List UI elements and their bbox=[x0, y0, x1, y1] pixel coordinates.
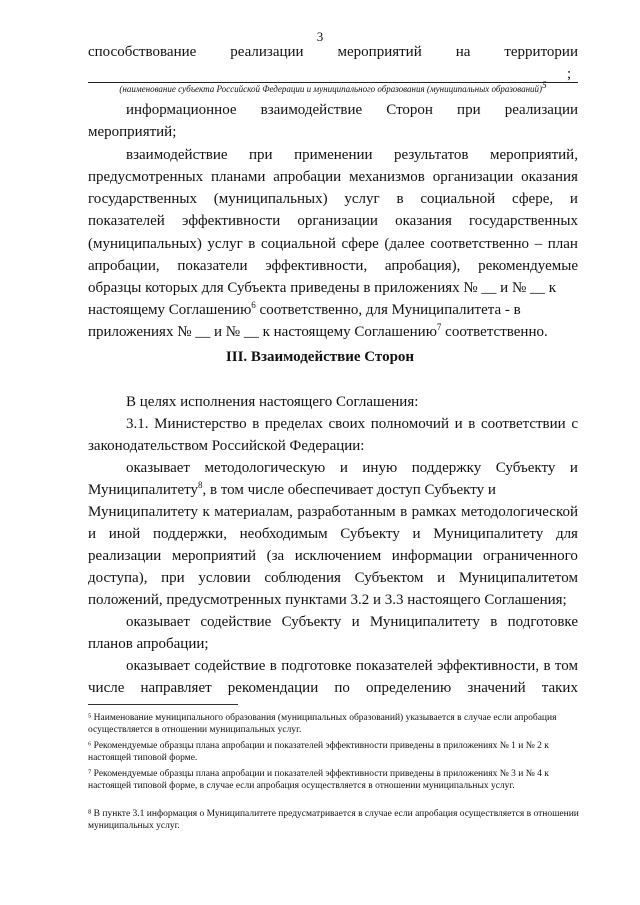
word: на bbox=[455, 44, 471, 60]
word: и bbox=[454, 416, 463, 432]
word: подготовке bbox=[507, 614, 578, 630]
word: своих bbox=[328, 416, 366, 432]
text-line-13: приложениях № __ и № __ к настоящему Соглашению$^7$ соответственно. bbox=[88, 322, 548, 340]
page-number: 3 bbox=[316, 29, 324, 44]
word: и bbox=[569, 191, 578, 207]
word: при bbox=[161, 570, 185, 586]
word: (за bbox=[266, 548, 285, 564]
text-line-4: мероприятий; bbox=[88, 124, 177, 140]
word: 3.1. bbox=[126, 416, 149, 432]
word: организации bbox=[432, 169, 514, 185]
word: результатов bbox=[394, 147, 469, 163]
word: территории bbox=[504, 44, 578, 60]
word: и bbox=[412, 526, 421, 542]
word: (муниципальных) bbox=[213, 191, 328, 207]
word: в bbox=[396, 191, 404, 207]
word: Муниципалитету bbox=[369, 614, 480, 630]
word: показателей bbox=[355, 658, 433, 674]
word: план bbox=[547, 236, 578, 252]
text-line-1 bbox=[88, 42, 578, 62]
word: планами bbox=[211, 169, 266, 185]
word: предусмотренных bbox=[88, 169, 204, 185]
word: информации bbox=[391, 548, 473, 564]
word: оказания bbox=[521, 169, 578, 185]
word: апробации, bbox=[88, 258, 160, 274]
word: применении bbox=[294, 147, 373, 163]
word: услуг bbox=[344, 191, 380, 207]
word: Субъекту bbox=[495, 460, 556, 476]
word: ограниченного bbox=[483, 548, 578, 564]
word: организации bbox=[297, 213, 378, 229]
word: соответственно bbox=[430, 236, 530, 252]
word: информационное bbox=[126, 102, 237, 118]
word: мероприятий, bbox=[489, 147, 578, 163]
text-line-18: Муниципалитету$^8$, в том числе обеспечивает доступ Субъекту и bbox=[88, 480, 496, 498]
text-line-21 bbox=[88, 546, 578, 566]
word: в bbox=[490, 614, 498, 630]
word: числе bbox=[88, 680, 125, 696]
word: показателей bbox=[88, 213, 165, 229]
word: направляет bbox=[140, 680, 212, 696]
word: и bbox=[569, 460, 578, 476]
word: с bbox=[571, 416, 578, 432]
word: исключением bbox=[294, 548, 382, 564]
word: Муниципалитету bbox=[88, 504, 198, 520]
word: апробация), bbox=[384, 258, 461, 274]
word: социальной bbox=[420, 191, 496, 207]
word: содействие bbox=[200, 614, 272, 630]
word: реализации bbox=[504, 102, 578, 118]
word: соблюдения bbox=[264, 570, 341, 586]
word: механизмов bbox=[349, 169, 425, 185]
word: государственных bbox=[469, 213, 578, 229]
footnote-6: ⁶ Рекомендуемые образцы плана апробации и показателей эффективности приведены в приложениях № 1 и № 2 к настоящей типовой форме. bbox=[88, 741, 549, 763]
word: и bbox=[339, 460, 348, 476]
text-line-26 bbox=[88, 656, 578, 676]
semicolon: ; bbox=[567, 66, 572, 82]
word: доступа), bbox=[88, 570, 148, 586]
word: рекомендации bbox=[227, 680, 319, 696]
text-line-16: законодательством Российской Федерации: bbox=[88, 438, 365, 454]
word: мероприятий bbox=[337, 44, 422, 60]
word: оказывает bbox=[126, 460, 190, 476]
text-line-5 bbox=[88, 145, 578, 165]
word: соответствии bbox=[480, 416, 566, 432]
text-line-17 bbox=[88, 458, 578, 478]
word: для bbox=[555, 526, 578, 542]
word: (муниципальных) bbox=[88, 236, 202, 252]
word: том bbox=[554, 658, 578, 674]
word: в bbox=[543, 658, 551, 674]
word: подготовке bbox=[281, 658, 352, 674]
word: методологической bbox=[461, 504, 578, 520]
word: иную bbox=[362, 460, 398, 476]
word: мероприятий bbox=[171, 548, 257, 564]
footnote-5: ⁵ Наименование муниципального образования (муниципальных образований) указывается в случае если апробация осуществляется в отношении муниципальных услуг. bbox=[88, 713, 557, 735]
word: апробации bbox=[273, 169, 342, 185]
text-line-7 bbox=[88, 189, 578, 209]
footnote-7: ⁷ Рекомендуемые образцы плана апробации и показателей эффективности приведены в приложениях № 3 и № 4 к настоящей типовой форме, в случае если апробация осуществляется в отношении муниципальных услуг. bbox=[88, 769, 549, 791]
word: и bbox=[351, 614, 360, 630]
word: поддержки, bbox=[153, 526, 227, 542]
word: при bbox=[249, 147, 273, 163]
word: определению bbox=[366, 680, 452, 696]
text-line-25: планов апробации; bbox=[88, 636, 209, 652]
word: в bbox=[248, 236, 256, 252]
word: взаимодействие bbox=[126, 147, 228, 163]
word: эффективности, bbox=[265, 258, 368, 274]
word: при bbox=[457, 102, 481, 118]
text-line-24 bbox=[88, 612, 578, 632]
word: и bbox=[88, 526, 97, 542]
word: иной bbox=[108, 526, 141, 542]
word: реализации bbox=[88, 548, 162, 564]
word: Муниципалитетом bbox=[458, 570, 578, 586]
word: таких bbox=[541, 680, 578, 696]
word: в bbox=[269, 658, 277, 674]
word: материалам, bbox=[214, 504, 293, 520]
footnote-8: ⁸ В пункте 3.1 информация о Муниципалитете предусматривается в случае если апробация осуществляется в отношении муниципальных услуг. bbox=[88, 809, 579, 831]
text-line-6 bbox=[88, 167, 578, 187]
text-line-23: положений, предусмотренных пунктами 3.2 и 3.3 настоящего Соглашения; bbox=[88, 592, 567, 608]
word: государственных bbox=[88, 191, 197, 207]
word: условии bbox=[198, 570, 251, 586]
word: пределах bbox=[264, 416, 323, 432]
word: эффективности, bbox=[437, 658, 540, 674]
footnote-separator bbox=[88, 704, 238, 705]
word: Муниципалитету bbox=[433, 526, 544, 542]
word: социальной bbox=[260, 236, 336, 252]
word: оказания bbox=[395, 213, 452, 229]
word: – bbox=[534, 236, 543, 252]
word: Субъекту bbox=[281, 614, 342, 630]
text-line-8 bbox=[88, 211, 578, 231]
word: методологическую bbox=[204, 460, 326, 476]
word: разработанным bbox=[297, 504, 396, 520]
word: реализации bbox=[230, 44, 304, 60]
text-line-15 bbox=[88, 414, 578, 434]
word: оказывает bbox=[126, 658, 190, 674]
word: (далее bbox=[384, 236, 425, 252]
word: сфере bbox=[341, 236, 379, 252]
word: эффективности bbox=[181, 213, 281, 229]
word: и bbox=[437, 570, 446, 586]
word: оказывает bbox=[126, 614, 190, 630]
text-line-9 bbox=[88, 234, 578, 254]
word: значений bbox=[467, 680, 526, 696]
text-line-19 bbox=[88, 502, 578, 522]
word: способствование bbox=[88, 44, 197, 60]
word: взаимодействие bbox=[260, 102, 363, 118]
word: рамках bbox=[411, 504, 457, 520]
section-heading: III. Взаимодействие Сторон bbox=[225, 349, 415, 365]
text-line-11: образцы которых для Субъекта приведены в приложениях № __ и № __ к bbox=[88, 280, 557, 296]
word: в bbox=[252, 416, 260, 432]
text-line-27 bbox=[88, 678, 578, 698]
text-line-3 bbox=[88, 100, 578, 120]
word: к bbox=[202, 504, 210, 520]
word: в bbox=[400, 504, 408, 520]
word: показатели bbox=[177, 258, 248, 274]
text-line-12: настоящему Соглашению$^6$ соответственно, для Муниципалитета - в bbox=[88, 300, 521, 318]
text-line-10 bbox=[88, 256, 578, 276]
blank-field-caption: (наименование субъекта Российской Федерации и муниципального образования (муниципальных образований)$^5$ bbox=[88, 82, 578, 94]
word: Субъекту bbox=[340, 526, 400, 542]
word: полномочий bbox=[370, 416, 449, 432]
word: содействие bbox=[194, 658, 266, 674]
word: поддержку bbox=[411, 460, 482, 476]
text-line-20 bbox=[88, 524, 578, 544]
word: по bbox=[334, 680, 350, 696]
word: Сторон bbox=[386, 102, 433, 118]
word: рекомендуемые bbox=[478, 258, 578, 274]
word: необходимым bbox=[239, 526, 328, 542]
word: услуг bbox=[207, 236, 243, 252]
word: сфере, bbox=[512, 191, 554, 207]
word: Министерство bbox=[154, 416, 247, 432]
text-line-14: В целях исполнения настоящего Соглашения: bbox=[126, 394, 419, 410]
word: в bbox=[468, 416, 476, 432]
word: Субъектом bbox=[354, 570, 424, 586]
text-line-22 bbox=[88, 568, 578, 588]
